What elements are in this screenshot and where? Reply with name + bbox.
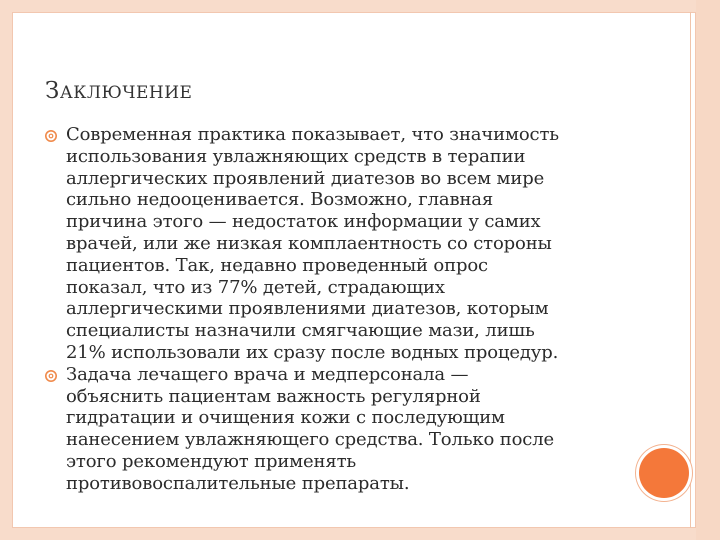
slide-title <box>45 78 645 104</box>
bullet-text: Задача лечащего врача и медперсонала — объяснить пациентам важность регулярной гидратации и очищения кожи с последующим нанесением увлажняющего средства. Только после этого рекомендуют применять противовоспалительные препараты. <box>66 363 555 494</box>
title-rest: АКЛЮЧЕНИЕ <box>59 83 193 103</box>
right-decorative-strip <box>696 0 720 540</box>
title-first-letter: З <box>45 78 60 104</box>
ring-bullet-icon <box>44 368 58 382</box>
orange-circle-icon <box>639 448 689 498</box>
bullet-item <box>44 124 664 364</box>
bullet-item <box>44 364 664 495</box>
bullet-list <box>44 124 664 495</box>
right-divider-line <box>690 12 691 528</box>
bullet-text: Современная практика показывает, что значимость использования увлажняющих средств в терапии аллергических проявлений диатезов во всем мире сильно недооценивается. Возможно, главная причина этого — недостаток информации у самих врачей, или же низкая комплаентность со стороны пациентов. Так, недавно проведенный опрос показал, что из 77% детей, страдающих аллергическими проявлениями диатезов, которым специалисты назначили смягчающие мази, лишь 21% использовали их сразу после водных процедур. <box>66 124 559 363</box>
ring-bullet-icon <box>44 128 58 142</box>
